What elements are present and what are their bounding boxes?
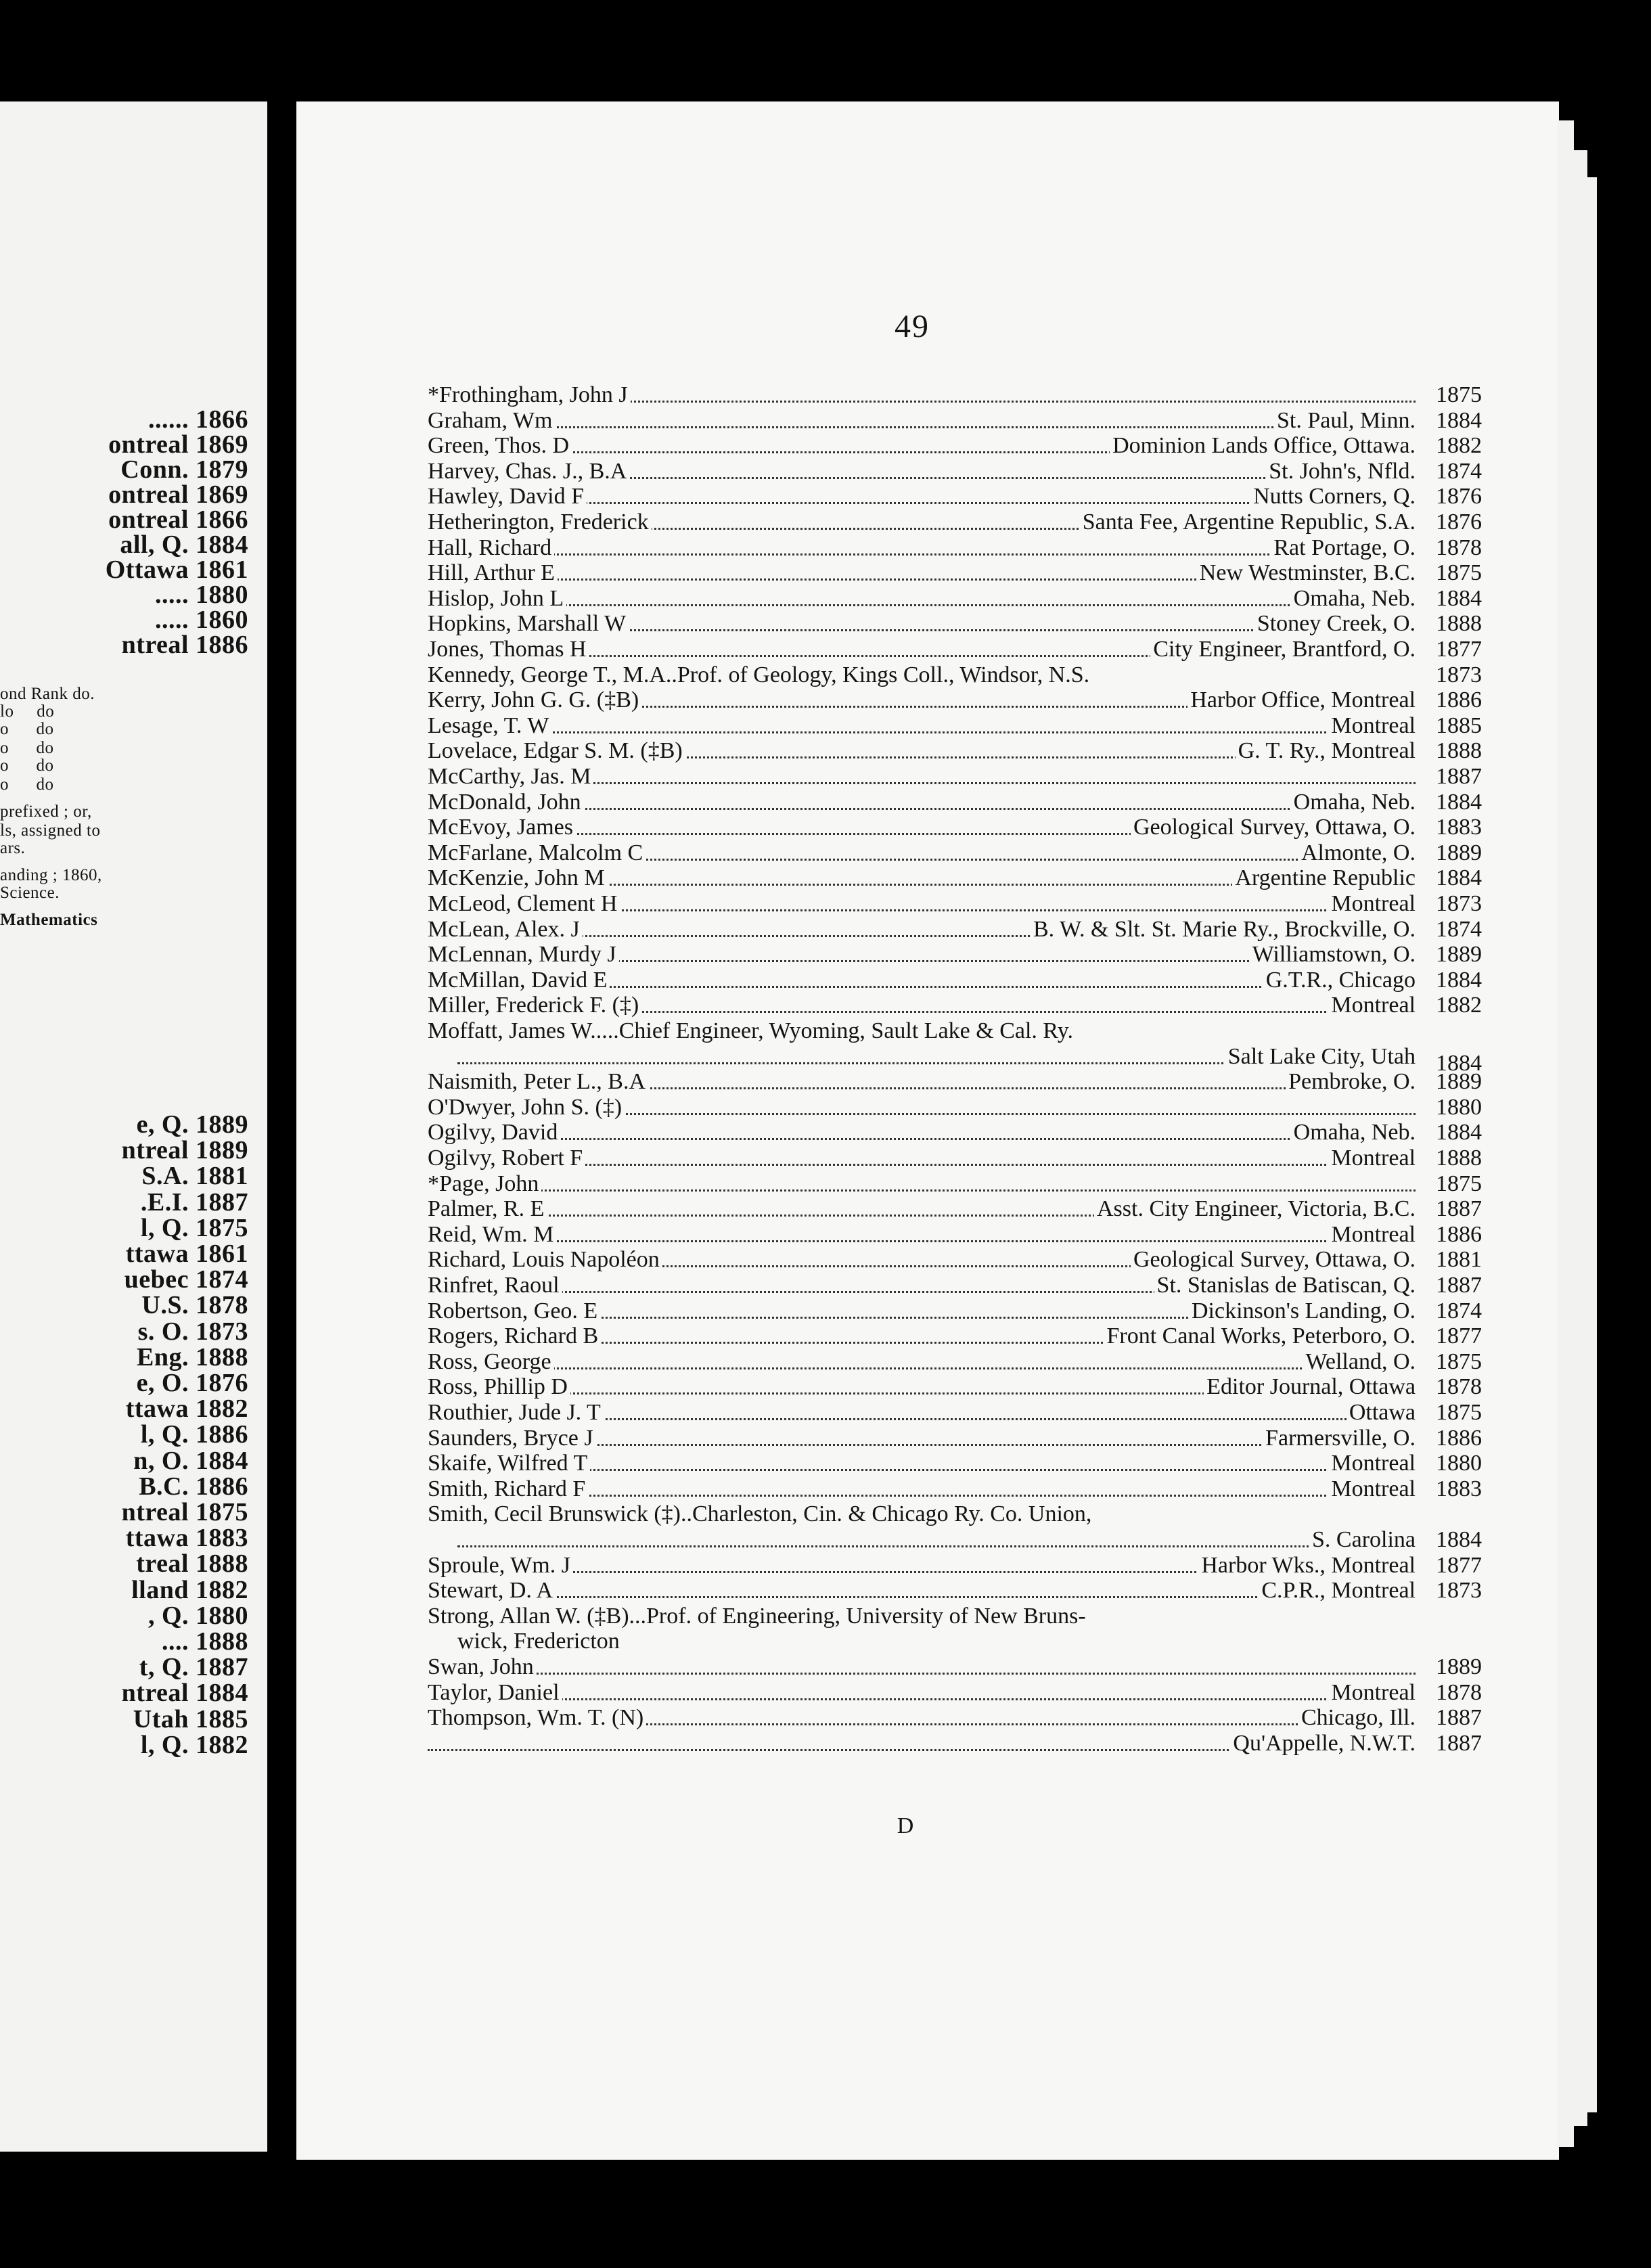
entry-detail: Rat Portage, O. bbox=[1271, 535, 1416, 561]
entry-detail: C.P.R., Montreal bbox=[1259, 1578, 1416, 1604]
entry-name: McMillan, David E bbox=[428, 968, 610, 993]
left-page-note: ls, assigned to bbox=[0, 821, 101, 840]
left-page-note: Mathematics bbox=[0, 911, 98, 929]
entry-year: 1889 bbox=[1436, 942, 1482, 968]
entry-year: 1887 bbox=[1436, 1705, 1482, 1731]
entry-year: 1888 bbox=[1436, 1146, 1482, 1171]
entry-detail: G. T. Ry., Montreal bbox=[1236, 738, 1416, 764]
left-page-line: ontreal 1869 bbox=[108, 480, 248, 509]
entry-detail: Chicago, Ill. bbox=[1298, 1705, 1416, 1731]
left-page-line: Conn. 1879 bbox=[120, 455, 248, 484]
left-page-line: ontreal 1869 bbox=[108, 430, 248, 459]
entry-year: 1874 bbox=[1436, 1298, 1482, 1323]
entry-year: 1882 bbox=[1436, 993, 1482, 1018]
left-page-line: U.S. 1878 bbox=[141, 1291, 248, 1320]
left-page-note: o do bbox=[0, 775, 54, 794]
entry-year: 1875 bbox=[1436, 1400, 1482, 1425]
entry-name: Graham, Wm bbox=[428, 408, 555, 434]
entry-year: 1884 bbox=[1436, 407, 1482, 433]
entry-name: Naismith, Peter L., B.A bbox=[428, 1069, 648, 1095]
entry-name: Hawley, David F bbox=[428, 484, 587, 509]
entry-year: 1875 bbox=[1436, 1348, 1482, 1374]
entry-year: 1878 bbox=[1436, 1374, 1482, 1400]
entry-name: Palmer, R. E bbox=[428, 1196, 547, 1222]
directory-entry bbox=[428, 789, 1482, 815]
left-page-line: Eng. 1888 bbox=[137, 1342, 248, 1371]
directory-entry bbox=[428, 1323, 1482, 1349]
directory-entry bbox=[428, 942, 1482, 968]
entry-year: 1884 bbox=[1436, 585, 1482, 611]
entry-detail: Geological Survey, Ottawa, O. bbox=[1131, 1247, 1416, 1273]
directory-entry bbox=[428, 1120, 1482, 1146]
entry-continuation bbox=[457, 1044, 1416, 1070]
entry-year: 1873 bbox=[1436, 1578, 1482, 1604]
entry-name: Strong, Allan W. (‡B)...Prof. of Engineering, University of New Bruns- bbox=[428, 1604, 1089, 1629]
entry-name: McLean, Alex. J bbox=[428, 917, 583, 943]
left-page-line: l, Q. 1875 bbox=[140, 1213, 248, 1242]
directory-entry bbox=[428, 1400, 1482, 1426]
entry-year: 1884 bbox=[1436, 789, 1482, 815]
entry-name: Saunders, Bryce J bbox=[428, 1426, 596, 1451]
entry-name: McEvoy, James bbox=[428, 815, 576, 840]
entry-name: Harvey, Chas. J., B.A bbox=[428, 459, 629, 484]
directory-entry bbox=[428, 1018, 1416, 1044]
entry-year: 1881 bbox=[1436, 1247, 1482, 1273]
left-page-note: o do bbox=[0, 756, 54, 775]
directory-entry bbox=[428, 1705, 1482, 1731]
entry-name: Rinfret, Raoul bbox=[428, 1273, 562, 1298]
page-edge bbox=[1574, 150, 1587, 2126]
entry-name: Richard, Louis Napoléon bbox=[428, 1247, 662, 1273]
dot-leader bbox=[428, 1367, 1416, 1369]
entry-detail: Montreal bbox=[1328, 1680, 1416, 1706]
directory-entry bbox=[428, 840, 1482, 866]
directory-entry bbox=[428, 1604, 1416, 1629]
entry-detail: Omaha, Neb. bbox=[1291, 586, 1416, 612]
entry-name: Skaife, Wilfred T bbox=[428, 1451, 590, 1476]
entry-name: Kerry, John G. G. (‡B) bbox=[428, 687, 641, 713]
entry-year: 1880 bbox=[1436, 1094, 1482, 1120]
directory-entry bbox=[428, 1273, 1482, 1298]
entry-name: Hetherington, Frederick bbox=[428, 509, 652, 535]
directory-entry bbox=[428, 1146, 1482, 1171]
entry-continuation-text: wick, Fredericton bbox=[457, 1629, 620, 1654]
directory-entry bbox=[428, 764, 1482, 790]
entry-year: 1878 bbox=[1436, 535, 1482, 560]
dot-leader bbox=[428, 1673, 1416, 1675]
entry-detail: New Westminster, B.C. bbox=[1197, 560, 1416, 586]
entry-year: 1889 bbox=[1436, 1654, 1482, 1679]
directory-entry bbox=[428, 916, 1482, 943]
directory-entry bbox=[428, 407, 1482, 434]
entry-year: 1875 bbox=[1436, 382, 1482, 407]
directory-entry bbox=[428, 611, 1482, 637]
left-page-note: lo do bbox=[0, 702, 55, 721]
entry-detail: Harbor Office, Montreal bbox=[1188, 687, 1416, 713]
entry-continuation bbox=[457, 1527, 1416, 1553]
directory-entry bbox=[428, 1298, 1482, 1324]
entry-detail: Santa Fee, Argentine Republic, S.A. bbox=[1080, 509, 1416, 535]
left-page-line: ntreal 1884 bbox=[121, 1679, 248, 1708]
directory-entry bbox=[428, 433, 1482, 459]
left-page-line: , Q. 1880 bbox=[148, 1601, 248, 1630]
directory-entry bbox=[428, 637, 1482, 662]
left-page-line: .E.I. 1887 bbox=[140, 1187, 248, 1217]
entry-name: Ogilvy, David bbox=[428, 1120, 560, 1146]
directory-entry bbox=[428, 1578, 1482, 1604]
left-page-line: S.A. 1881 bbox=[141, 1162, 248, 1191]
entry-year: 1884 bbox=[1436, 967, 1482, 993]
entry-name: McKenzie, John M bbox=[428, 865, 608, 891]
entry-detail: Omaha, Neb. bbox=[1291, 1120, 1416, 1146]
entry-name: Taylor, Daniel bbox=[428, 1680, 562, 1706]
left-page-note: prefixed ; or, bbox=[0, 802, 92, 821]
entry-year: 1876 bbox=[1436, 509, 1482, 535]
entry-year: 1885 bbox=[1436, 712, 1482, 738]
entry-year: 1878 bbox=[1436, 1679, 1482, 1705]
entry-year: 1876 bbox=[1436, 484, 1482, 509]
left-page-line: lland 1882 bbox=[131, 1575, 248, 1604]
entry-name: Moffatt, James W.....Chief Engineer, Wyoming, Sault Lake & Cal. Ry. bbox=[428, 1018, 1076, 1044]
entry-year: 1873 bbox=[1436, 891, 1482, 916]
page-edge bbox=[1558, 120, 1574, 2147]
entry-year: 1874 bbox=[1436, 916, 1482, 942]
directory-entry bbox=[428, 1679, 1482, 1706]
entry-year: 1887 bbox=[1436, 1273, 1482, 1298]
left-page-note: anding ; 1860, bbox=[0, 866, 102, 884]
left-page-line: ntreal 1886 bbox=[121, 631, 248, 659]
entry-name: Reid, Wm. M bbox=[428, 1222, 556, 1248]
left-page-line: n, O. 1884 bbox=[133, 1446, 248, 1475]
left-page-line: .... 1888 bbox=[162, 1627, 248, 1656]
entry-detail: Montreal bbox=[1328, 1146, 1416, 1171]
directory-entry bbox=[428, 1654, 1482, 1680]
entry-detail: Montreal bbox=[1328, 713, 1416, 739]
entry-name: Ross, Phillip D bbox=[428, 1374, 570, 1400]
left-page-note: o do bbox=[0, 720, 54, 738]
dot-leader bbox=[457, 1545, 1416, 1547]
entry-year: 1887 bbox=[1436, 1730, 1482, 1756]
directory-entry bbox=[428, 865, 1482, 891]
directory-entry bbox=[428, 687, 1482, 713]
directory-entry bbox=[428, 535, 1482, 561]
directory-entry bbox=[428, 1425, 1482, 1451]
entry-detail: G.T.R., Chicago bbox=[1263, 968, 1416, 993]
entry-name: Ogilvy, Robert F bbox=[428, 1146, 585, 1171]
entry-name: McLennan, Murdy J bbox=[428, 942, 619, 968]
entry-name: Hall, Richard bbox=[428, 535, 554, 561]
entry-name: Stewart, D. A bbox=[428, 1578, 556, 1604]
dot-leader bbox=[428, 553, 1416, 555]
left-page-line: treal 1888 bbox=[136, 1549, 248, 1579]
directory-entry bbox=[428, 1348, 1482, 1375]
entry-year: 1883 bbox=[1436, 1476, 1482, 1501]
entry-name: Sproule, Wm. J bbox=[428, 1553, 573, 1579]
dot-leader bbox=[428, 1189, 1416, 1192]
entry-name: *Page, John bbox=[428, 1171, 541, 1197]
directory-entry bbox=[428, 1196, 1482, 1222]
left-page-line: B.C. 1886 bbox=[139, 1472, 248, 1501]
directory-entry bbox=[428, 1730, 1482, 1756]
left-page-line: Utah 1885 bbox=[133, 1704, 248, 1733]
directory-entry bbox=[428, 1552, 1482, 1579]
entry-name: Thompson, Wm. T. (N) bbox=[428, 1705, 646, 1731]
left-page-line: s. O. 1873 bbox=[137, 1317, 248, 1346]
entry-detail: Ottawa bbox=[1347, 1400, 1416, 1426]
entry-name: Green, Thos. D bbox=[428, 433, 572, 459]
entry-detail: St. John's, Nfld. bbox=[1266, 459, 1416, 484]
directory-entry bbox=[428, 967, 1482, 993]
directory-entry bbox=[428, 662, 1482, 688]
entry-name: Miller, Frederick F. (‡) bbox=[428, 993, 641, 1018]
directory-entry bbox=[428, 1094, 1482, 1120]
entry-continuation-text: Salt Lake City, Utah bbox=[1225, 1044, 1416, 1070]
entry-year: 1888 bbox=[1436, 611, 1482, 637]
left-page-line: Ottawa 1861 bbox=[105, 555, 248, 584]
entry-year: 1877 bbox=[1436, 1323, 1482, 1349]
entry-detail: Qu'Appelle, N.W.T. bbox=[1230, 1731, 1416, 1756]
entry-year: 1874 bbox=[1436, 458, 1482, 484]
entry-name: O'Dwyer, John S. (‡) bbox=[428, 1095, 625, 1120]
entry-detail: Argentine Republic bbox=[1232, 865, 1416, 891]
directory-entry bbox=[428, 1221, 1482, 1248]
left-page-line: ntreal 1875 bbox=[121, 1498, 248, 1526]
entry-year: 1877 bbox=[1436, 1552, 1482, 1578]
directory-entry bbox=[428, 1476, 1482, 1502]
entry-name: Lovelace, Edgar S. M. (‡B) bbox=[428, 738, 685, 764]
entry-detail: Montreal bbox=[1328, 1451, 1416, 1476]
entry-year: 1884 bbox=[1436, 1050, 1482, 1076]
entry-detail: Harbor Wks., Montreal bbox=[1198, 1553, 1416, 1579]
directory-entry bbox=[428, 815, 1482, 840]
entry-name: Robertson, Geo. E bbox=[428, 1298, 600, 1324]
left-page-line: ...... 1866 bbox=[148, 405, 248, 434]
signature-mark: D bbox=[897, 1813, 914, 1838]
entry-name: Hopkins, Marshall W bbox=[428, 611, 629, 637]
directory-entry bbox=[428, 484, 1482, 509]
entry-name: Lesage, T. W bbox=[428, 713, 551, 739]
left-page-line: ontreal 1866 bbox=[108, 505, 248, 534]
directory-entry bbox=[428, 738, 1482, 764]
directory-entry bbox=[428, 382, 1482, 408]
directory-entry bbox=[428, 891, 1482, 917]
directory-entry bbox=[428, 560, 1482, 586]
left-page-line: e, Q. 1889 bbox=[136, 1110, 248, 1139]
entry-name: McFarlane, Malcolm C bbox=[428, 840, 646, 866]
left-page-line: uebec 1874 bbox=[124, 1265, 248, 1294]
entry-name: McLeod, Clement H bbox=[428, 891, 620, 917]
entry-name: Jones, Thomas H bbox=[428, 637, 589, 662]
left-page-line: l, Q. 1886 bbox=[140, 1420, 248, 1449]
entry-detail: Montreal bbox=[1328, 1222, 1416, 1248]
entry-year: 1877 bbox=[1436, 637, 1482, 662]
entry-detail: St. Paul, Minn. bbox=[1274, 408, 1416, 434]
entry-detail: City Engineer, Brantford, O. bbox=[1150, 637, 1416, 662]
dot-leader bbox=[428, 604, 1416, 606]
entry-year: 1888 bbox=[1436, 738, 1482, 764]
directory-entry bbox=[428, 509, 1482, 535]
entry-detail: Montreal bbox=[1328, 891, 1416, 917]
left-page-line: t, Q. 1887 bbox=[139, 1653, 248, 1682]
left-page-note: ars. bbox=[0, 839, 26, 857]
entry-detail: Almonte, O. bbox=[1298, 840, 1416, 866]
entry-year: 1889 bbox=[1436, 1069, 1482, 1095]
entry-name: McCarthy, Jas. M bbox=[428, 764, 593, 790]
entry-detail: Montreal bbox=[1328, 993, 1416, 1018]
entry-detail: Stoney Creek, O. bbox=[1254, 611, 1416, 637]
directory-entry bbox=[428, 1374, 1482, 1400]
entry-detail: Dickinson's Landing, O. bbox=[1189, 1298, 1416, 1324]
dot-leader bbox=[428, 426, 1416, 428]
directory-entry bbox=[428, 458, 1482, 484]
directory-entry bbox=[428, 585, 1482, 612]
entry-detail: Nutts Corners, Q. bbox=[1250, 484, 1416, 509]
entry-year: 1884 bbox=[1436, 1527, 1482, 1552]
entry-year: 1886 bbox=[1436, 1425, 1482, 1451]
entry-name: Kennedy, George T., M.A..Prof. of Geology, Kings Coll., Windsor, N.S. bbox=[428, 662, 1092, 688]
entry-year: 1875 bbox=[1436, 1171, 1482, 1196]
left-page-line: e, O. 1876 bbox=[136, 1369, 248, 1397]
entry-year: 1886 bbox=[1436, 1221, 1482, 1247]
entry-detail: Welland, O. bbox=[1303, 1349, 1416, 1375]
left-page-line: ..... 1860 bbox=[155, 606, 248, 634]
entry-detail: Front Canal Works, Peterboro, O. bbox=[1104, 1323, 1416, 1349]
left-page-note: o do bbox=[0, 739, 54, 757]
left-page bbox=[0, 101, 267, 2152]
entry-continuation-text: S. Carolina bbox=[1309, 1527, 1416, 1553]
page-number: 49 bbox=[895, 309, 930, 344]
entry-name: *Frothingham, John J bbox=[428, 382, 631, 408]
dot-leader bbox=[428, 1698, 1416, 1700]
entry-year: 1884 bbox=[1436, 865, 1482, 891]
left-page-line: ntreal 1889 bbox=[121, 1136, 248, 1165]
directory-entry bbox=[428, 1171, 1482, 1197]
entry-detail: St. Stanislas de Batiscan, Q. bbox=[1154, 1273, 1416, 1298]
left-page-line: ttawa 1882 bbox=[125, 1394, 248, 1424]
entry-year: 1884 bbox=[1436, 1120, 1482, 1146]
dot-leader bbox=[428, 731, 1416, 733]
directory-entry bbox=[428, 1247, 1482, 1273]
right-page bbox=[296, 101, 1559, 2160]
entry-detail: Geological Survey, Ottawa, O. bbox=[1131, 815, 1416, 840]
entry-name: Swan, John bbox=[428, 1654, 537, 1680]
entry-name: Routhier, Jude J. T bbox=[428, 1400, 604, 1426]
entry-name: Rogers, Richard B bbox=[428, 1323, 601, 1349]
directory-entry bbox=[428, 712, 1482, 739]
entry-detail: Pembroke, O. bbox=[1286, 1069, 1416, 1095]
entry-name: Hislop, John L bbox=[428, 586, 566, 612]
entry-name: Hill, Arthur E bbox=[428, 560, 558, 586]
entry-year: 1873 bbox=[1436, 662, 1482, 687]
left-page-line: all, Q. 1884 bbox=[120, 530, 248, 559]
entry-year: 1875 bbox=[1436, 560, 1482, 586]
entry-name: Smith, Richard F bbox=[428, 1476, 588, 1502]
entry-year: 1880 bbox=[1436, 1451, 1482, 1476]
left-page-note: ond Rank do. bbox=[0, 685, 95, 703]
entry-year: 1889 bbox=[1436, 840, 1482, 865]
entry-name: Smith, Cecil Brunswick (‡)..Charleston, Cin. & Chicago Ry. Co. Union, bbox=[428, 1501, 1094, 1527]
left-page-line: l, Q. 1882 bbox=[140, 1730, 248, 1759]
left-page-line: ttawa 1883 bbox=[125, 1524, 248, 1553]
directory-entry bbox=[428, 993, 1482, 1018]
entry-detail: Williamstown, O. bbox=[1250, 942, 1416, 968]
page-edge bbox=[1587, 177, 1597, 2112]
dot-leader bbox=[428, 1240, 1416, 1242]
directory-entry bbox=[428, 1069, 1482, 1095]
left-page-line: ttawa 1861 bbox=[125, 1240, 248, 1268]
directory-entry bbox=[428, 1451, 1482, 1476]
entry-year: 1887 bbox=[1436, 764, 1482, 789]
entry-name: Ross, George bbox=[428, 1349, 554, 1375]
entry-detail: Asst. City Engineer, Victoria, B.C. bbox=[1094, 1196, 1416, 1222]
directory-entry bbox=[428, 1501, 1416, 1527]
entry-detail: Montreal bbox=[1328, 1476, 1416, 1502]
dot-leader bbox=[428, 1138, 1416, 1140]
entry-name: McDonald, John bbox=[428, 790, 584, 815]
entry-detail: B. W. & Slt. St. Marie Ry., Brockville, O. bbox=[1031, 917, 1416, 943]
entry-detail: Omaha, Neb. bbox=[1291, 790, 1416, 815]
entry-year: 1883 bbox=[1436, 815, 1482, 840]
left-page-line: ..... 1880 bbox=[155, 581, 248, 609]
left-page-note: Science. bbox=[0, 884, 60, 902]
entry-year: 1882 bbox=[1436, 433, 1482, 459]
entry-detail: Editor Journal, Ottawa bbox=[1204, 1374, 1416, 1400]
entry-year: 1887 bbox=[1436, 1196, 1482, 1222]
entry-detail: Dominion Lands Office, Ottawa. bbox=[1110, 433, 1416, 459]
entry-year: 1886 bbox=[1436, 687, 1482, 713]
entry-detail: Farmersville, O. bbox=[1263, 1426, 1416, 1451]
